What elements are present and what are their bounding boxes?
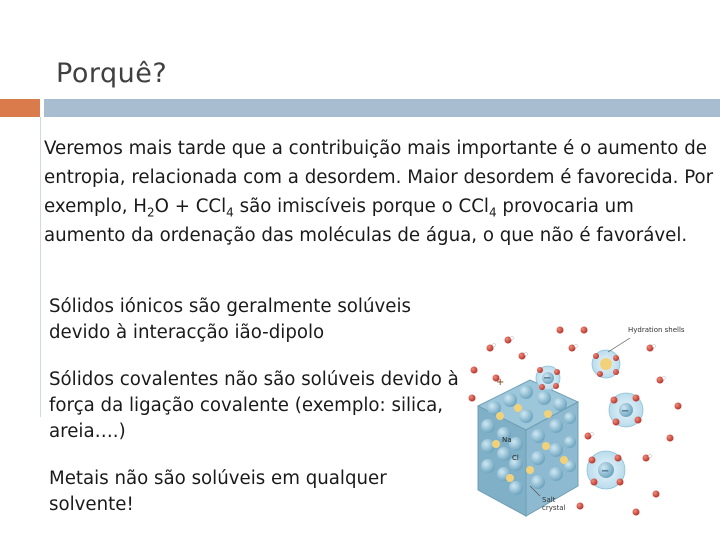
bullet-covalent-solids: Sólidos covalentes não são solúveis devido à força da ligação covalente (exemplo: silica, areia….) [49,369,459,442]
hydration-shells-label: Hydration shells [628,326,685,334]
ion-minus-label-1: − [543,373,552,384]
title-accent-orange [0,99,40,117]
salt-label-line1: Salt [542,496,556,504]
crystal-na-label: Na [502,436,512,444]
dissolution-illustration [460,318,700,522]
ion-plus-label: + [496,377,505,388]
hydration-shell-1 [592,350,620,378]
title-accent-blue [44,99,720,117]
left-divider [40,117,41,417]
slide-title: Porquê? [56,58,168,89]
salt-crystal [478,380,578,516]
ion-minus-label-2: − [621,406,630,417]
bullet-metals: Metais não são solúveis em qualquer solvente! [49,468,387,515]
crystal-cl-label: Cl [512,454,519,462]
intro-paragraph: Veremos mais tarde que a contribuição mais importante é o aumento de entropia, relacionada com a desordem. Maior desordem é favorecida. Por exemplo, $H_2O + CCl_4$ são imiscíveis porque o CCl$_4$ provocaria um aumento da ordenação das moléculas de água, o que não é favorável. [44,138,714,246]
ion-minus-label-3: − [601,466,610,477]
dissolution-svg [460,318,700,522]
salt-crystal-label [542,496,566,512]
salt-label-line2: crystal [542,504,566,512]
bullet-ionic-solids: Sólidos iónicos são geralmente solúveis devido à interacção ião-dipolo [49,296,411,343]
